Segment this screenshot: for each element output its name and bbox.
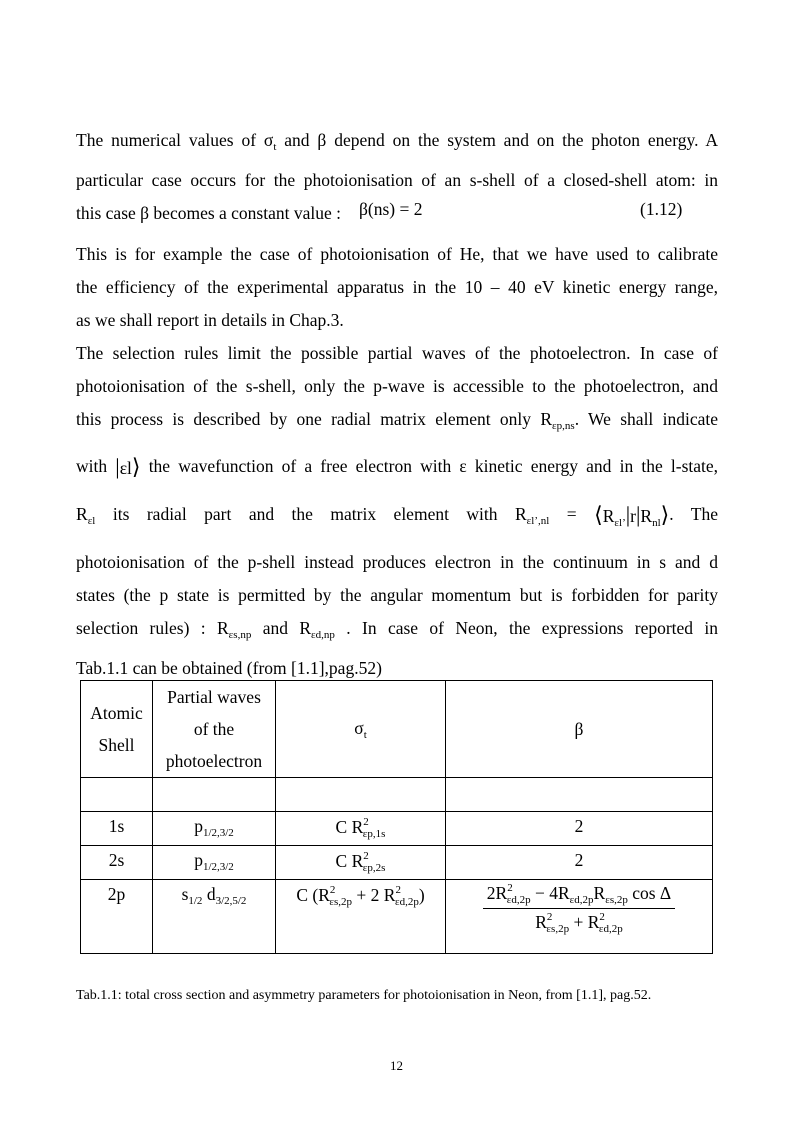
fraction-numerator: $2R^2_{\varepsilon d,2p} - 4R_{\varepsilon d,2p}R_{\varepsilon s,2p}$ cos Δ [483, 882, 675, 909]
header-atomic-shell: Atomic Shell [81, 681, 153, 778]
text-line: particular case occurs for the photoionisation of an s-shell of a closed-shell atom: in [76, 170, 718, 190]
table-caption: Tab.1.1: total cross section and asymmetry parameters for photoionisation in Neon, from [1.1], pag.52. [76, 988, 652, 1003]
table-row-2p [81, 880, 713, 954]
equation-number: (1.12) [640, 199, 683, 219]
beta-fraction [483, 882, 675, 935]
cell-shell: 1s [81, 812, 153, 846]
header-beta: β [446, 681, 713, 778]
fraction-denominator: $R^2_{\varepsilon s,2p} + R^2_{\varepsilon d,2p}$ [535, 911, 623, 935]
cell-sigma: C ($R^2_{\varepsilon s,2p} + 2$ $R^2_{\varepsilon d,2p}$) [276, 880, 446, 954]
cell-wave: $p_{1/2,3/2}$ [153, 846, 276, 880]
cell-sigma: C $R^2_{\varepsilon p,2s}$ [276, 846, 446, 880]
text-line: selection rules) : $R_{\varepsilon s,np}$ and $R_{\varepsilon d,np}$ . In case of Neon, the expressions reported in [76, 618, 719, 641]
cell-beta: 2 [446, 812, 713, 846]
text-line: $R_{\varepsilon l}$ its radial part and the matrix element with $R_{\varepsilon l’,nl}$ = $⟨R_{\varepsilon l’}|r|R_{nl}⟩$. The [76, 502, 718, 529]
text-line: photoionisation of the p-shell instead produces electron in the continuum in s and d [76, 552, 718, 572]
cell-shell: 2p [81, 880, 153, 954]
text-line: this case β becomes a constant value : [76, 203, 341, 223]
cell-beta-formula [446, 880, 713, 954]
table-row [81, 812, 713, 846]
table-row [81, 846, 713, 880]
table-row-empty [81, 778, 713, 812]
page-number: 12 [390, 1058, 403, 1073]
text-line: Tab.1.1 can be obtained (from [1.1],pag.52) [76, 658, 382, 678]
text-line: the efficiency of the experimental apparatus in the 10 – 40 eV kinetic energy range, [76, 277, 718, 297]
text-line: This is for example the case of photoionisation of He, that we have used to calibrate [76, 244, 718, 264]
table-header-row [81, 681, 713, 778]
text-line: The selection rules limit the possible partial waves of the photoelectron. In case of [76, 343, 718, 363]
cell-wave: $s_{1/2}$ $d_{3/2,5/2}$ [153, 880, 276, 954]
text-line: The numerical values of $\sigma_t$ and β depend on the system and on the photon energy. A [76, 130, 718, 153]
text-line: with |εl⟩ the wavefunction of a free electron with ε kinetic energy and in the l-state, [76, 454, 719, 479]
ket-notation: |εl⟩ [115, 454, 141, 479]
photoionisation-table [80, 680, 713, 954]
cell-wave: $p_{1/2,3/2}$ [153, 812, 276, 846]
header-sigma: $\sigma_t$ [276, 681, 446, 778]
cell-beta: 2 [446, 846, 713, 880]
braket-notation: $⟨R_{\varepsilon l’}|r|R_{nl}⟩$ [594, 502, 670, 529]
header-partial-waves: Partial waves of the photoelectron [153, 681, 276, 778]
equation-expression: β(ns) = 2 [359, 199, 423, 219]
text-line: as we shall report in details in Chap.3. [76, 310, 344, 330]
text-line: this process is described by one radial matrix element only $R_{\varepsilon p,ns}$. We shall indicate [76, 409, 718, 432]
cell-sigma: C $R^2_{\varepsilon p,1s}$ [276, 812, 446, 846]
cell-shell: 2s [81, 846, 153, 880]
paragraph-body [76, 238, 718, 685]
text-line: photoionisation of the s-shell, only the p-wave is accessible to the photoelectron, and [76, 376, 718, 396]
text-line: states (the p state is permitted by the angular momentum but is forbidden for parity [76, 585, 718, 605]
